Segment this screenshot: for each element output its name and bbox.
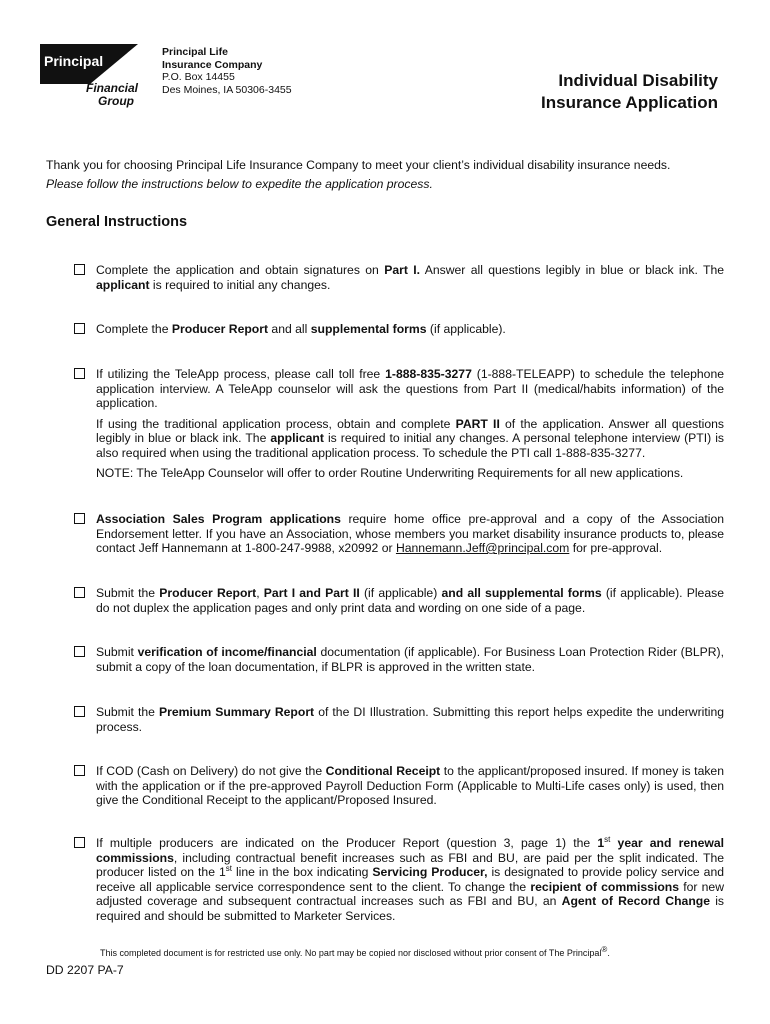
email-link[interactable]: Hannemann.Jeff@principal.com (395, 541, 570, 555)
checkbox-item-9[interactable] (74, 837, 85, 848)
instruction-item-3: If utilizing the TeleApp process, please call toll free 1-888-835-3277 (1-888-TELEAPP) to schedule the telephone application interview. A TeleApp counselor will ask the questions from Part II (medical/habits information) of the application. If using the traditional application process, obtain and complete PART II of the application. Answer all questions legibly in blue or black ink. The applicant is required to initial any changes. A personal telephone interview (PTI) is also required when using the traditional application process. To schedule the PTI call 1-888-835-3277. NOTE: The TeleApp Counselor will offer to order Routine Underwriting Requirements for all new applications. (74, 367, 724, 487)
company-address-line2: Des Moines, IA 50306-3455 (162, 83, 292, 96)
checkbox-item-2[interactable] (74, 323, 85, 334)
instruction-item-5: Submit the Producer Report, Part I and Part II (if applicable) and all supplemental forms (if applicable). Please do not duplex the application pages and only print data and wording on one side of a page. (74, 586, 724, 615)
document-title (541, 70, 718, 114)
intro-thanks: Thank you for choosing Principal Life Insurance Company to meet your client’s individual disability insurance needs. (46, 158, 671, 172)
logo-group-text: Group (98, 94, 134, 108)
checkbox-item-6[interactable] (74, 646, 85, 657)
principal-financial-group-logo (40, 44, 140, 112)
instruction-item-8: If COD (Cash on Delivery) do not give the Conditional Receipt to the applicant/proposed insured. If money is taken with the application or if the pre-approved Payroll Deduction Form (Applicable to Multi-Life cases only) is used, then give the Conditional Receipt to the applicant/Proposed Insured. (74, 764, 724, 808)
instruction-item-7: Submit the Premium Summary Report of the DI Illustration. Submitting this report helps expedite the underwriting process. (74, 705, 724, 734)
checkbox-item-7[interactable] (74, 706, 85, 717)
form-code: DD 2207 PA-7 (46, 963, 124, 977)
checkbox-item-5[interactable] (74, 587, 85, 598)
intro-instructions: Please follow the instructions below to expedite the application process. (46, 177, 433, 191)
instruction-item-4: Association Sales Program applications require home office pre-approval and a copy of the Association Endorsement letter. If you have an Association, whose members you market disability insurance products to, please contact Jeff Hannemann at 1-800-247-9988, x20992 or Hannemann.Jeff@principal.com for pre-approval. (74, 512, 724, 556)
company-address-block (162, 46, 292, 96)
title-line2: Insurance Application (541, 93, 718, 112)
general-instructions-heading: General Instructions (46, 214, 188, 230)
checkbox-item-1[interactable] (74, 264, 85, 275)
company-name-line1: Principal Life (162, 46, 228, 58)
company-name-line2: Insurance Company (162, 58, 263, 71)
instruction-item-1: Complete the application and obtain signatures on Part I. Answer all questions legibly in blue or black ink. The applicant is required to initial any changes. (74, 263, 724, 292)
title-line1: Individual Disability (558, 71, 718, 90)
instruction-item-6: Submit verification of income/financial documentation (if applicable). For Business Loan Protection Rider (BLPR), submit a copy of the loan documentation, if BLPR is approved in the written state. (74, 645, 724, 674)
instruction-item-2: Complete the Producer Report and all supplemental forms (if applicable). (74, 322, 724, 337)
checkbox-item-4[interactable] (74, 513, 85, 524)
restricted-use-notice: This completed document is for restricted use only. No part may be copied nor disclosed without prior consent of The Principal®. (100, 945, 610, 958)
logo-financial-text: Financial (86, 81, 139, 95)
teleapp-note: NOTE: The TeleApp Counselor will offer to order Routine Underwriting Requirements for all new applications. (96, 466, 684, 480)
logo-principal-text: Principal (44, 53, 104, 69)
company-address-line1: P.O. Box 14455 (162, 71, 235, 83)
checkbox-item-8[interactable] (74, 765, 85, 776)
instruction-item-9: If multiple producers are indicated on the Producer Report (question 3, page 1) the 1st year and renewal commissions, including contractual benefit increases such as FBI and BU, are paid per the split indicated. The producer listed on the 1st line in the box indicating Servicing Producer, is designated to provide policy service and receive all applicable service correspondence sent to the client. To change the recipient of commissions for new adjusted coverage and subsequent contractual increases such as FBI and BU, an Agent of Record Change is required and should be submitted to Marketer Services. (74, 836, 724, 923)
checkbox-item-3[interactable] (74, 368, 85, 379)
intro-block (46, 156, 726, 194)
